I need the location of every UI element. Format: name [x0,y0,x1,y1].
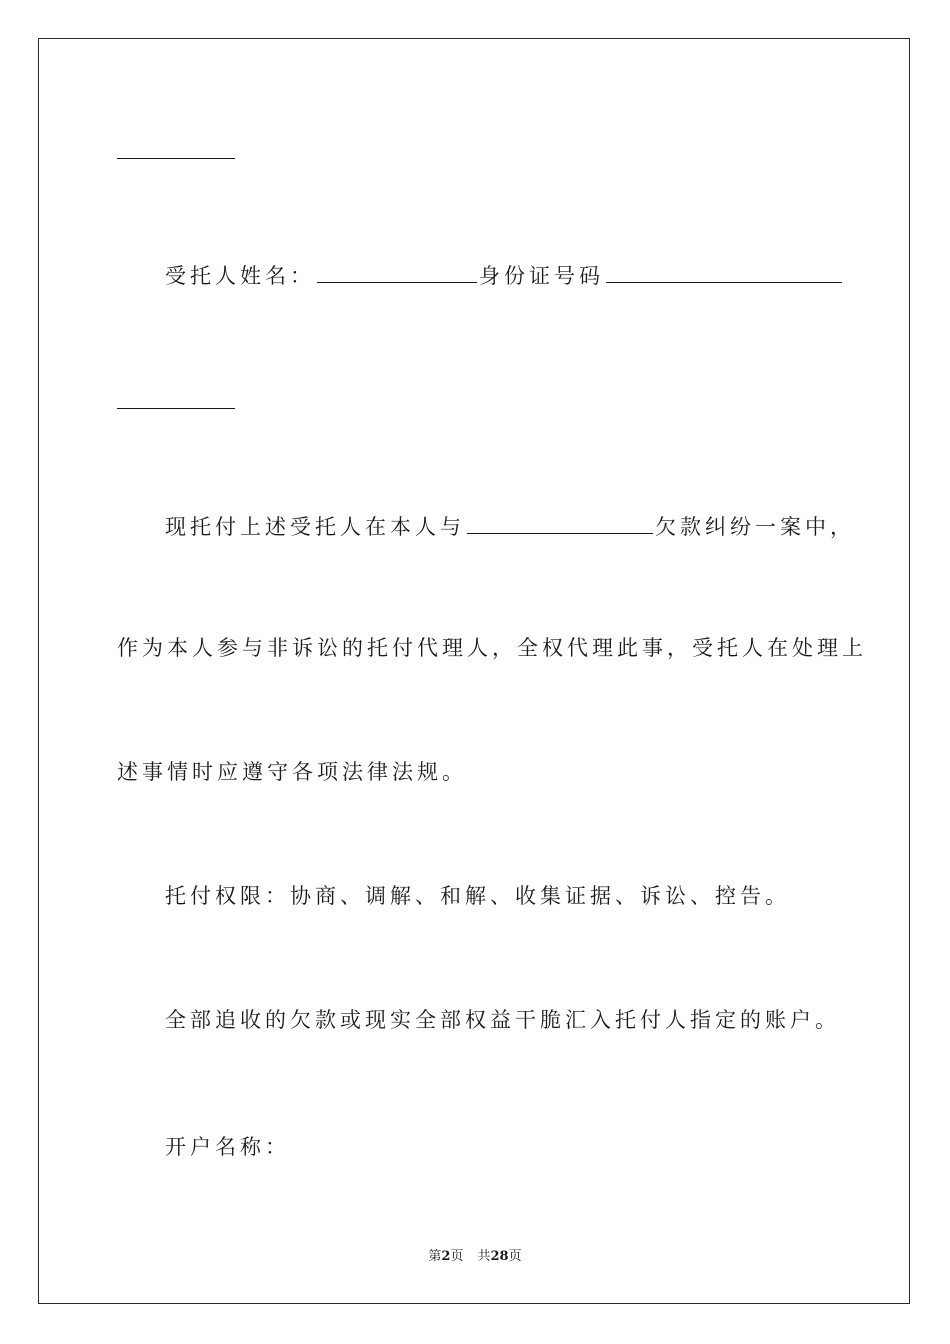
total-suffix: 页 [508,1249,522,1264]
page-footer [0,1247,950,1267]
entrust-paragraph-line3: 述事情时应遵守各项法律法规。 [117,760,467,784]
page-number: 2 [441,1249,451,1264]
proceeds-line: 全部追收的欠款或现实全部权益干脆汇入托付人指定的账户。 [165,1008,840,1032]
page-prefix: 第 [428,1249,442,1264]
entrust-paragraph-line1 [165,511,855,542]
id-number-label: 身份证号码 [479,264,604,288]
total-prefix: 共 [477,1249,491,1264]
entrust-prefix: 现托付上述受托人在本人与 [165,515,465,539]
authority-line: 托付权限：协商、调解、和解、收集证据、诉讼、控告。 [165,884,790,908]
page-border [38,38,910,1304]
blank-line-top [117,158,235,159]
principal-name-blank [317,260,477,283]
entrust-paragraph-line2: 作为本人参与非诉讼的托付代理人，全权代理此事，受托人在处理上 [117,636,867,660]
principal-info-line [165,260,844,291]
id-number-blank [606,260,842,283]
entrust-suffix: 欠款纠纷一案中， [655,515,855,539]
id-number-blank-continued [117,408,235,409]
principal-name-label: 受托人姓名： [165,264,315,288]
total-pages: 28 [490,1249,509,1264]
counterparty-blank [467,511,653,534]
account-name-label: 开户名称： [165,1135,290,1159]
page-suffix: 页 [450,1249,464,1264]
